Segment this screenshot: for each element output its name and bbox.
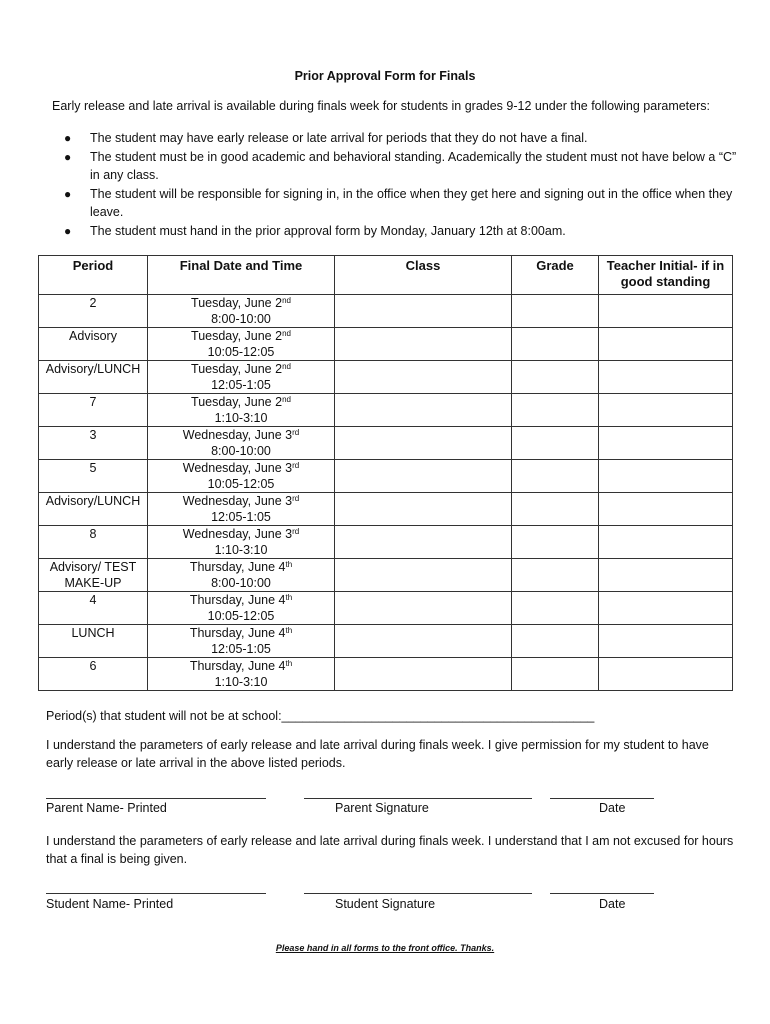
date-suffix: rd: [292, 461, 300, 470]
parameters-list: [62, 129, 742, 241]
grade-cell[interactable]: [512, 295, 599, 328]
final-date-cell: [148, 460, 335, 493]
grade-cell[interactable]: [512, 493, 599, 526]
table-row: [39, 328, 733, 361]
teacher-initial-cell[interactable]: [599, 460, 733, 493]
date-suffix: rd: [292, 527, 300, 536]
date-suffix: nd: [282, 395, 291, 404]
table-body: [39, 295, 733, 691]
final-date-header: Final Date and Time: [148, 256, 335, 295]
student-name-label: Student Name- Printed: [46, 897, 174, 911]
teacher-initial-cell[interactable]: [599, 592, 733, 625]
final-date: Tuesday, June 2: [191, 395, 283, 409]
parent-signature-line[interactable]: [304, 798, 532, 799]
periods-absent-line[interactable]: Period(s) that student will not be at school:_____________________________________________: [46, 709, 595, 723]
list-item: ● The student must hand in the prior approval form by Monday, January 12th at 8:00am.: [64, 224, 566, 238]
student-statement: I understand the parameters of early release and late arrival during finals week. I understand that I am not excused for hours that a final is being given.: [46, 834, 734, 866]
final-time: 10:05-12:05: [207, 608, 275, 623]
parent-statement: I understand the parameters of early release and late arrival during finals week. I give permission for my student to have early release or late arrival in the above listed periods.: [46, 738, 709, 770]
period-cell: Advisory/LUNCH: [39, 361, 148, 394]
final-date-cell: [148, 493, 335, 526]
class-cell[interactable]: [335, 625, 512, 658]
class-cell[interactable]: [335, 592, 512, 625]
teacher-initial-cell[interactable]: [599, 658, 733, 691]
table-row: [39, 625, 733, 658]
date-suffix: rd: [292, 428, 300, 437]
date-suffix: th: [285, 626, 293, 635]
class-header: Class: [335, 256, 512, 295]
intro-text: Early release and late arrival is available during finals week for students in grades 9-12 under the following parameters:: [52, 99, 710, 113]
final-date-cell: [148, 559, 335, 592]
table-row: [39, 394, 733, 427]
class-cell[interactable]: [335, 394, 512, 427]
student-signature-label: Student Signature: [335, 897, 436, 911]
teacher-initial-cell[interactable]: [599, 493, 733, 526]
class-cell[interactable]: [335, 328, 512, 361]
final-time: 10:05-12:05: [207, 476, 275, 491]
final-date: Wednesday, June 3: [182, 428, 293, 442]
teacher-initial-cell[interactable]: [599, 394, 733, 427]
teacher-initial-cell[interactable]: [599, 361, 733, 394]
finals-schedule-table: [38, 255, 733, 691]
class-cell[interactable]: [335, 427, 512, 460]
bullet-icon: ●: [64, 131, 72, 145]
list-item: ● The student will be responsible for signing in, in the office when they get here and signing out in the office when they leave.: [64, 187, 733, 219]
period-cell: LUNCH: [39, 625, 148, 658]
date-suffix: th: [285, 593, 293, 602]
grade-cell[interactable]: [512, 526, 599, 559]
table-row: [39, 592, 733, 625]
grade-cell[interactable]: [512, 394, 599, 427]
final-date: Thursday, June 4: [189, 593, 286, 607]
class-cell[interactable]: [335, 361, 512, 394]
list-item: ● The student may have early release or late arrival for periods that they do not have a final.: [64, 131, 588, 145]
period-cell: Advisory/LUNCH: [39, 493, 148, 526]
parent-date-label: Date: [599, 801, 626, 815]
grade-cell[interactable]: [512, 460, 599, 493]
grade-cell[interactable]: [512, 559, 599, 592]
final-date: Tuesday, June 2: [191, 362, 283, 376]
date-suffix: nd: [282, 329, 291, 338]
final-date-cell: [148, 592, 335, 625]
final-date-cell: [148, 328, 335, 361]
bullet-icon: ●: [64, 187, 72, 201]
class-cell[interactable]: [335, 559, 512, 592]
date-suffix: th: [285, 659, 293, 668]
table-row: [39, 361, 733, 394]
grade-cell[interactable]: [512, 625, 599, 658]
period-cell: Advisory: [39, 328, 148, 361]
final-date: Thursday, June 4: [189, 560, 286, 574]
final-date: Tuesday, June 2: [191, 329, 283, 343]
grade-cell[interactable]: [512, 328, 599, 361]
date-suffix: nd: [282, 362, 291, 371]
date-suffix: nd: [282, 296, 291, 305]
period-cell: 2: [39, 295, 148, 328]
table-row: [39, 460, 733, 493]
teacher-initial-cell[interactable]: [599, 295, 733, 328]
final-time: 1:10-3:10: [214, 674, 268, 689]
parent-date-line[interactable]: [550, 798, 654, 799]
teacher-initial-cell[interactable]: [599, 625, 733, 658]
final-time: 1:10-3:10: [214, 542, 268, 557]
grade-cell[interactable]: [512, 592, 599, 625]
teacher-initial-cell[interactable]: [599, 526, 733, 559]
table-row: [39, 493, 733, 526]
final-time: 12:05-1:05: [211, 509, 271, 524]
table-row: [39, 295, 733, 328]
final-date: Thursday, June 4: [189, 626, 286, 640]
date-suffix: rd: [292, 494, 300, 503]
final-time: 8:00-10:00: [211, 443, 271, 458]
period-header: Period: [39, 256, 148, 295]
bullet-icon: ●: [64, 224, 72, 238]
final-date: Thursday, June 4: [189, 659, 286, 673]
grade-cell[interactable]: [512, 427, 599, 460]
date-suffix: th: [285, 560, 293, 569]
final-time: 10:05-12:05: [207, 344, 275, 359]
table-header-row: [39, 256, 733, 295]
bullet-icon: ●: [64, 150, 72, 164]
period-cell: 5: [39, 460, 148, 493]
parent-name-label: Parent Name- Printed: [46, 801, 167, 815]
grade-cell[interactable]: [512, 361, 599, 394]
list-item: ● The student must be in good academic and behavioral standing. Academically the student must not have below a “C” in any class.: [64, 150, 737, 182]
period-cell: 3: [39, 427, 148, 460]
final-time: 8:00-10:00: [211, 575, 271, 590]
student-date-line[interactable]: [550, 893, 654, 894]
teacher-initial-cell[interactable]: [599, 427, 733, 460]
table-row: [39, 427, 733, 460]
parent-signature-label: Parent Signature: [335, 801, 429, 815]
final-time: 1:10-3:10: [214, 410, 268, 425]
form-title: Prior Approval Form for Finals: [294, 69, 476, 83]
parent-name-line[interactable]: [46, 798, 266, 799]
grade-header: Grade: [512, 256, 599, 295]
student-date-label: Date: [599, 897, 626, 911]
final-date-cell: [148, 427, 335, 460]
final-date-cell: [148, 658, 335, 691]
table-row: [39, 559, 733, 592]
table-row: [39, 526, 733, 559]
final-date-cell: [148, 526, 335, 559]
final-time: 12:05-1:05: [211, 641, 271, 656]
final-date-cell: [148, 394, 335, 427]
final-date: Wednesday, June 3: [182, 494, 293, 508]
class-cell[interactable]: [335, 493, 512, 526]
student-signature-line[interactable]: [304, 893, 532, 894]
teacher-initial-header: Teacher Initial- if in good standing: [599, 256, 733, 295]
final-date: Tuesday, June 2: [191, 296, 283, 310]
final-time: 12:05-1:05: [211, 377, 271, 392]
final-date: Wednesday, June 3: [182, 461, 293, 475]
class-cell[interactable]: [335, 526, 512, 559]
teacher-initial-cell[interactable]: [599, 559, 733, 592]
final-date-cell: [148, 295, 335, 328]
class-cell[interactable]: [335, 460, 512, 493]
student-name-line[interactable]: [46, 893, 266, 894]
period-cell: Advisory/ TEST MAKE-UP: [39, 559, 148, 592]
period-cell: 7: [39, 394, 148, 427]
footer-note: Please hand in all forms to the front office. Thanks.: [275, 943, 495, 953]
final-date-cell: [148, 361, 335, 394]
table-row: [39, 658, 733, 691]
final-time: 8:00-10:00: [211, 311, 271, 326]
final-date-cell: [148, 625, 335, 658]
class-cell[interactable]: [335, 295, 512, 328]
period-cell: 4: [39, 592, 148, 625]
class-cell[interactable]: [335, 658, 512, 691]
final-date: Wednesday, June 3: [182, 527, 293, 541]
teacher-initial-cell[interactable]: [599, 328, 733, 361]
period-cell: 8: [39, 526, 148, 559]
period-cell: 6: [39, 658, 148, 691]
grade-cell[interactable]: [512, 658, 599, 691]
